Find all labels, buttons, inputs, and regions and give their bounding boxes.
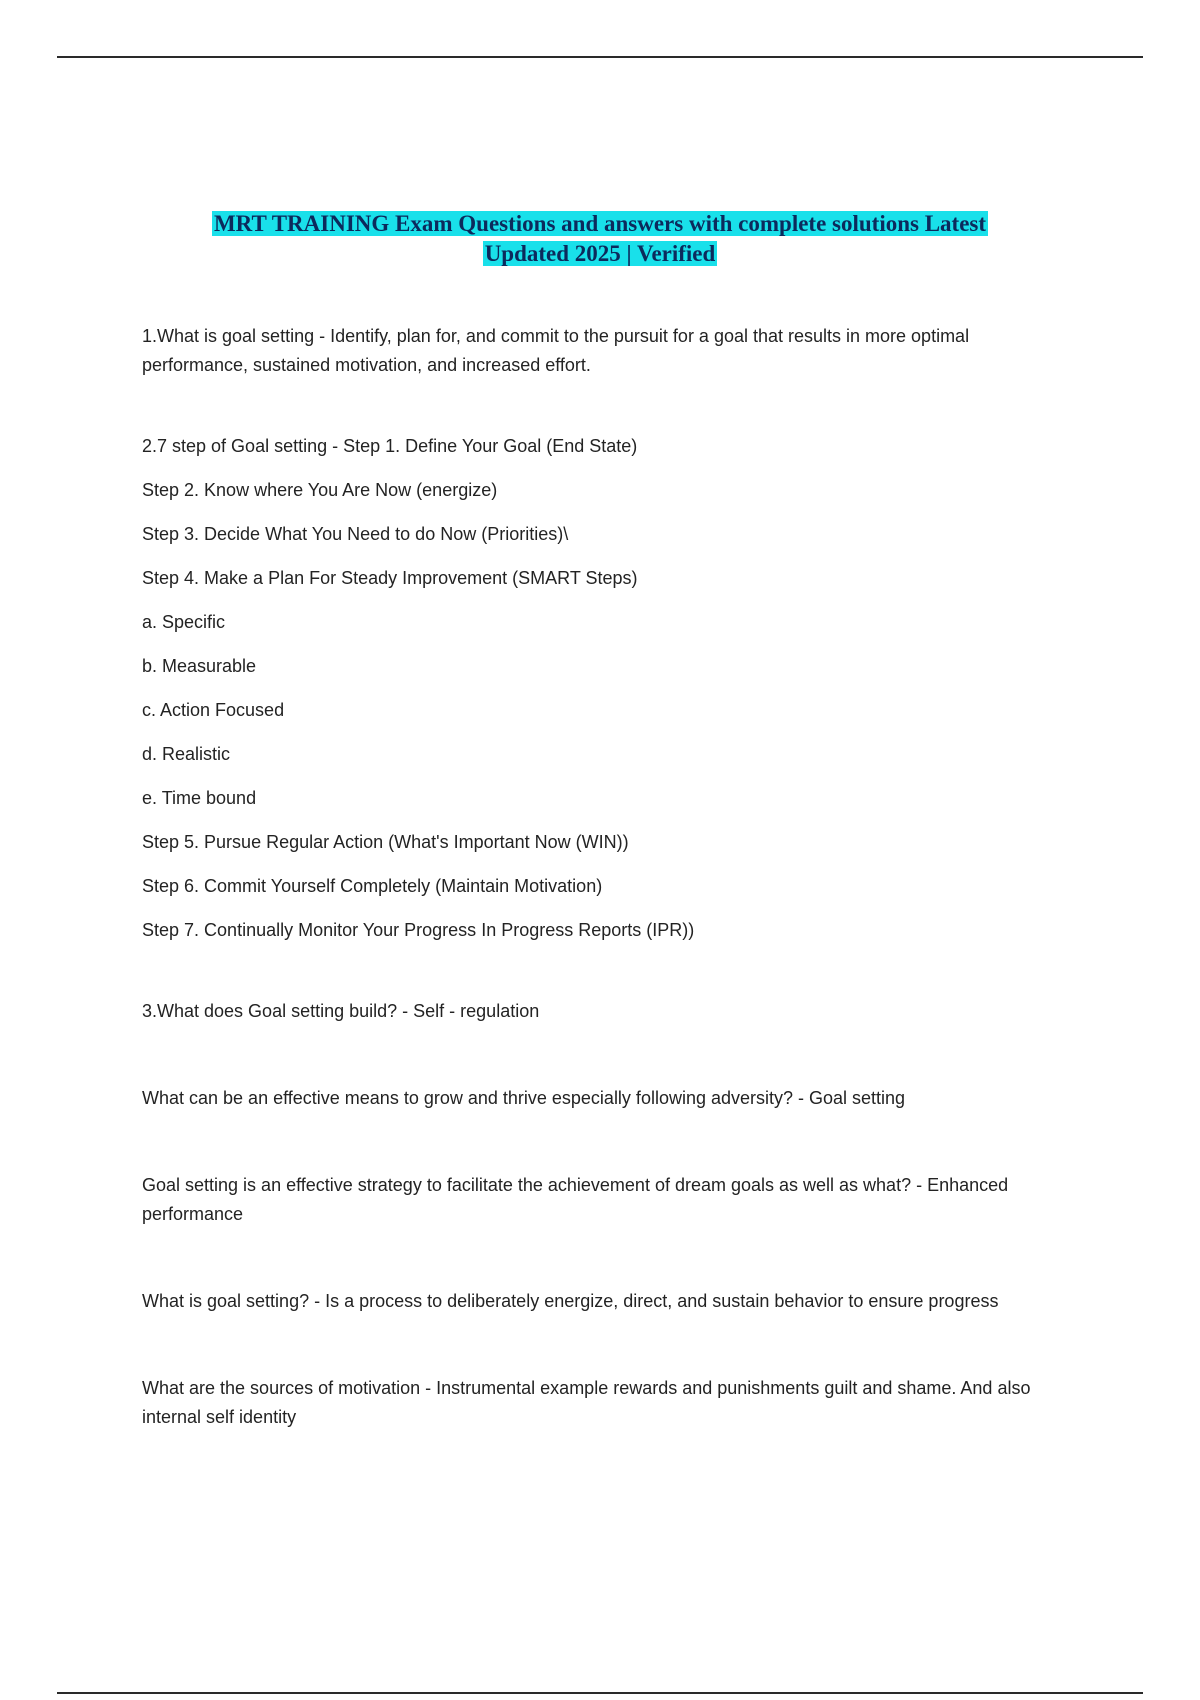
step-line: a. Specific: [142, 612, 226, 632]
step-line: d. Realistic: [142, 744, 231, 764]
top-rule: [57, 56, 1143, 58]
step-line: Step 4. Make a Plan For Steady Improvement (SMART Steps): [142, 568, 638, 588]
title-line-2: Updated 2025 | Verified: [484, 241, 716, 266]
document-title: [140, 209, 1060, 269]
step-line: Step 2. Know where You Are Now (energize): [142, 480, 498, 500]
bottom-rule: [57, 1692, 1143, 1694]
question-3: 3.What does Goal setting build? - Self - regulation: [142, 1001, 540, 1021]
step-line: c. Action Focused: [142, 700, 285, 720]
step-line: Step 7. Continually Monitor Your Progress In Progress Reports (IPR)): [142, 920, 695, 940]
question-5: Goal setting is an effective strategy to facilitate the achievement of dream goals as well as what? - Enhanced performance: [142, 1175, 1009, 1224]
question-4: What can be an effective means to grow and thrive especially following adversity? - Goal setting: [142, 1088, 906, 1108]
question-7: What are the sources of motivation - Instrumental example rewards and punishments guilt and shame. And also internal self identity: [142, 1378, 1031, 1427]
step-line: Step 5. Pursue Regular Action (What's Important Now (WIN)): [142, 832, 629, 852]
question-2-steps: [142, 432, 1062, 945]
step-line: Step 3. Decide What You Need to do Now (Priorities)\: [142, 524, 569, 544]
step-line: b. Measurable: [142, 656, 257, 676]
document-body: [142, 322, 1062, 1432]
title-line-1: MRT TRAINING Exam Questions and answers with complete solutions Latest: [213, 211, 987, 236]
step-line: Step 6. Commit Yourself Completely (Maintain Motivation): [142, 876, 603, 896]
step-line: e. Time bound: [142, 788, 257, 808]
question-6: What is goal setting? - Is a process to deliberately energize, direct, and sustain behavior to ensure progress: [142, 1291, 999, 1311]
question-1: 1.What is goal setting - Identify, plan for, and commit to the pursuit for a goal that results in more optimal performance, sustained motivation, and increased effort.: [142, 326, 970, 375]
step-line: 2.7 step of Goal setting - Step 1. Define Your Goal (End State): [142, 436, 638, 456]
